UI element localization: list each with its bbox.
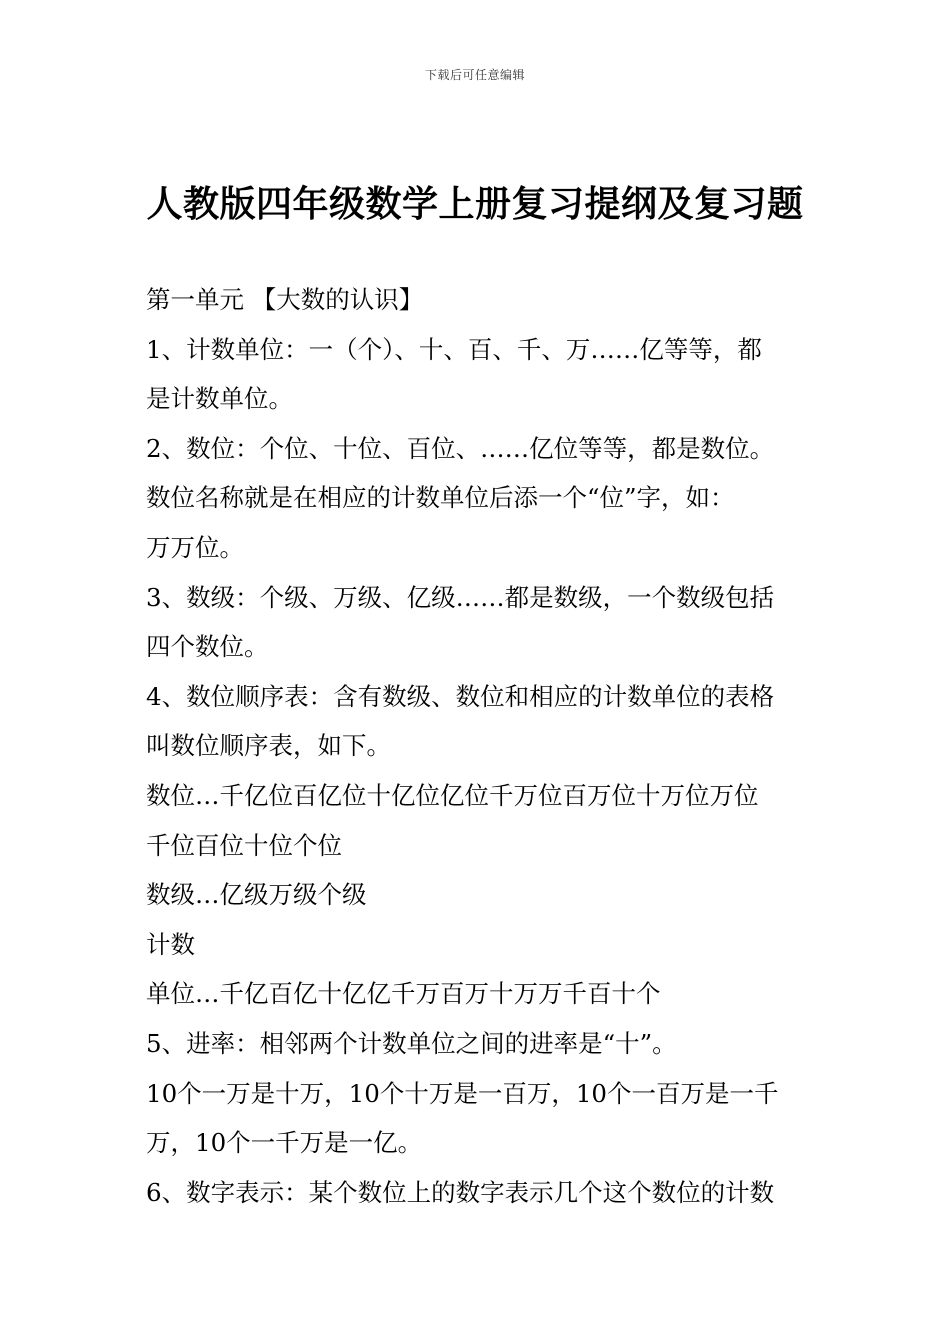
body-line: 叫数位顺序表，如下。: [146, 731, 391, 761]
body-line: 4、数位顺序表：含有数级、数位和相应的计数单位的表格: [146, 681, 775, 711]
body-line: 数位名称就是在相应的计数单位后添一个“位”字，如：: [146, 483, 735, 513]
body-line: 千位百位十位个位: [146, 830, 342, 860]
document-title: 人教版四年级数学上册复习提纲及复习题: [146, 184, 804, 225]
body-line: 万，10个一千万是一亿。: [146, 1128, 423, 1158]
header-note: 下载后可任意编辑: [424, 68, 525, 82]
body-line: 3、数级：个级、万级、亿级……都是数级，一个数级包括: [146, 582, 775, 612]
body-line: 6、数字表示：某个数位上的数字表示几个这个数位的计数: [146, 1177, 775, 1207]
body-line: 单位…千亿百亿十亿亿千万百万十万万千百十个: [146, 979, 661, 1009]
body-line: 是计数单位。: [146, 384, 293, 414]
body-line: 2、数位：个位、十位、百位、……亿位等等，都是数位。: [146, 433, 775, 463]
body-line: 数级…亿级万级个级: [146, 880, 367, 910]
body-line: 四个数位。: [146, 632, 269, 662]
body-line: 第一单元 【大数的认识】: [146, 285, 424, 314]
body-line: 计数: [146, 929, 195, 959]
body-line: 万万位。: [146, 532, 244, 562]
body-line: 1、计数单位：一（个）、十、百、千、万……亿等等，都: [146, 334, 762, 364]
body-line: 5、进率：相邻两个计数单位之间的进率是“十”。: [146, 1028, 677, 1058]
body-line: 数位…千亿位百亿位十亿位亿位千万位百万位十万位万位: [146, 780, 759, 810]
document-body: [146, 275, 816, 1217]
body-line: 10个一万是十万，10个十万是一百万，10个一百万是一千: [146, 1078, 779, 1108]
